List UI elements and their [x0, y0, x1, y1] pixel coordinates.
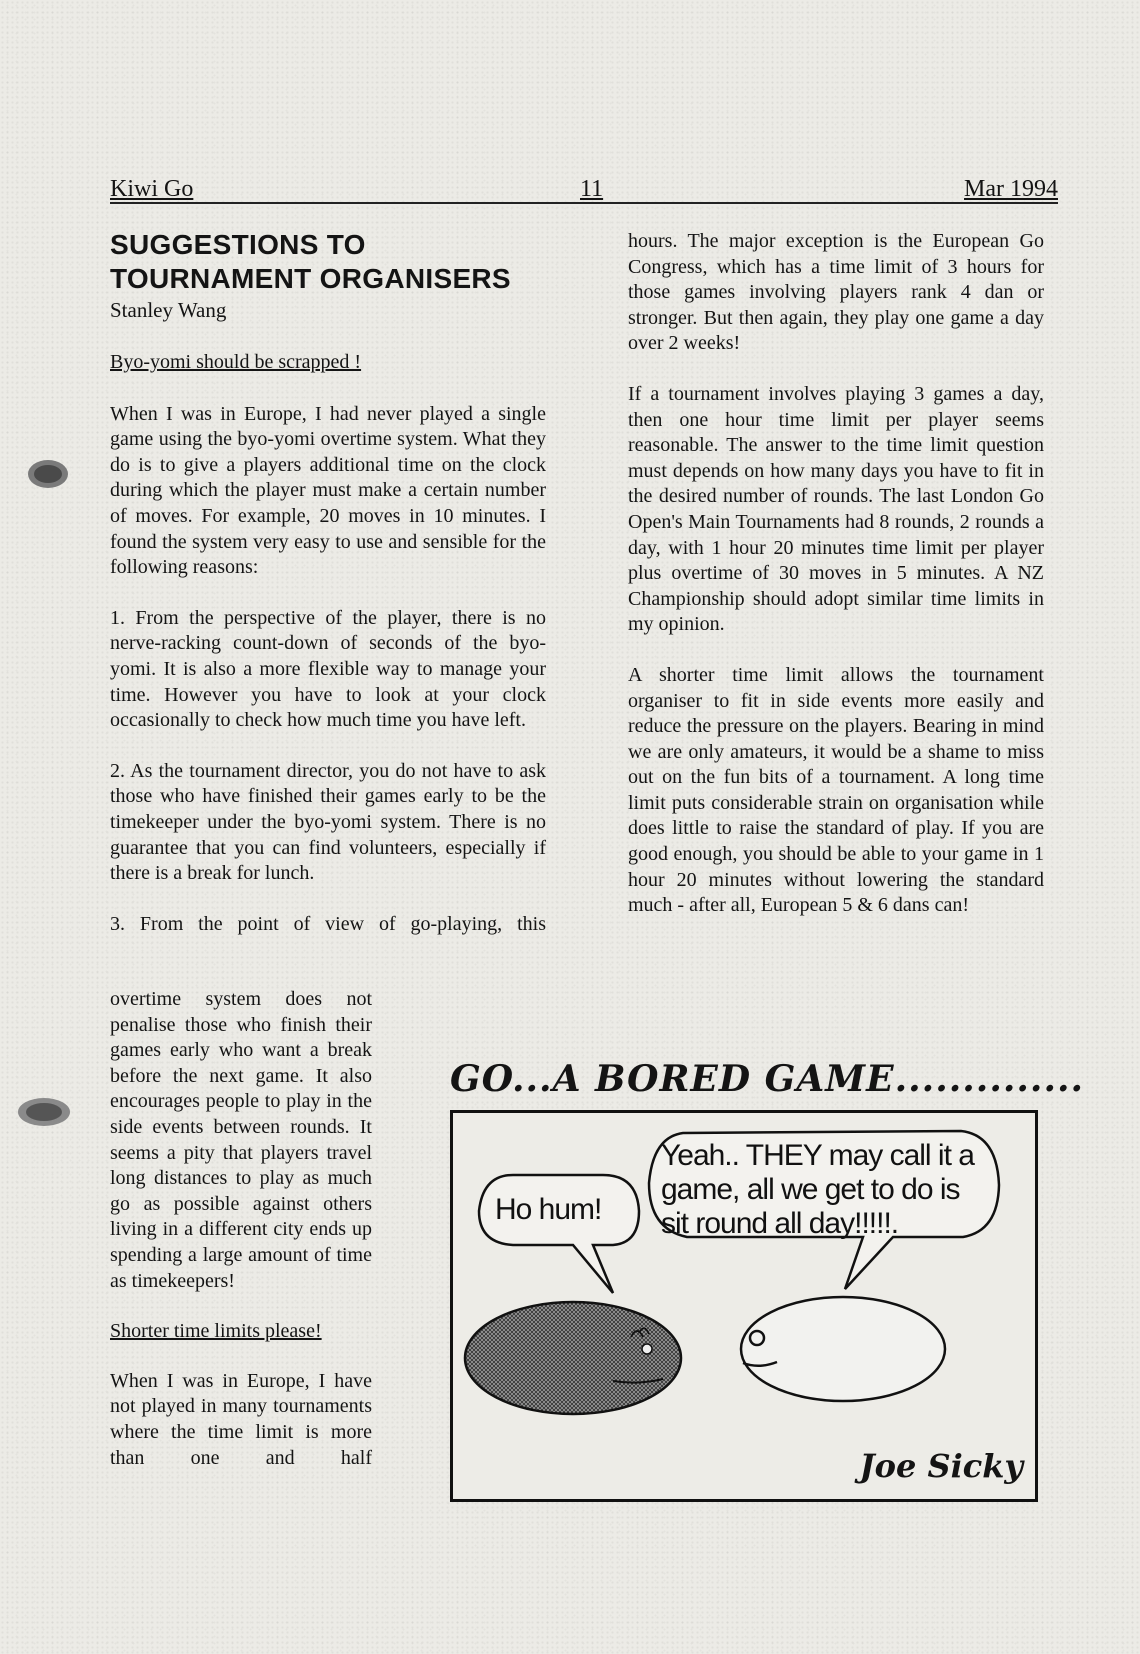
page-header	[110, 176, 1058, 204]
page-number: 11	[580, 176, 604, 202]
paragraph-shorter-limit: A shorter time limit allows the tournament organiser to fit in side events more easily and reduce the pressure on the players. Bearing in mind we are only amateurs, it would be a shame to miss out on the fun bits of a tournament. A long time limit puts considerable strain on organisation while does little to raise the standard of play. If you are good enough, you should be able to your game in 1 hour 20 minutes without lowering the standard much - after all, European 5 & 6 dans can!	[628, 663, 1044, 917]
paragraph-reason-2: 2. As the tournament director, you do not have to ask those who have finished their games early to be the timekeeper under the byo-yomi system. There is no guarantee that you can find volunteers, especially if there is a break for lunch.	[110, 759, 546, 885]
cartoon-panel	[450, 1110, 1038, 1502]
paragraph-reason-1: 1. From the perspective of the player, there is no nerve-racking count-down of seconds of the byo-yomi. It is also a more flexible way to manage your time. However you have to look at your clock occasionally to check how much time you have left.	[110, 606, 546, 732]
black-stone	[465, 1302, 681, 1414]
cartoon-title: GO...A BORED GAME..............	[450, 1058, 1085, 1100]
article-author: Stanley Wang	[110, 298, 227, 322]
article-title-line1: SUGGESTIONS TO	[110, 229, 366, 260]
cartoonist-signature: Joe Sicky	[859, 1447, 1023, 1485]
article-title-line2: TOURNAMENT ORGANISERS	[110, 263, 511, 294]
left-column-lower	[110, 987, 372, 1496]
article-title	[110, 228, 550, 296]
paragraph-three-games: If a tournament involves playing 3 games a day, then one hour time limit per player seems reasonable. The answer to the time limit question must depends on how many days you have to fit in the desired number of rounds. The last London Go Open's Main Tournaments had 8 rounds, 2 rounds a day, with 1 hour 20 minutes time limit per player plus overtime of 30 moves in 5 minutes. A NZ Championship should adopt similar time limits in my opinion.	[628, 382, 1044, 636]
right-bubble-text	[661, 1139, 991, 1241]
paper-blemish-upper	[20, 448, 80, 508]
paragraph-europe-intro: When I was in Europe, I had never played a single game using the byo-yomi overtime system. What they do is to give a players additional time on the clock during which the player must make a certain number of moves. For example, 20 moves in 10 minutes. I found the system very easy to use and sensible for the following reasons:	[110, 402, 546, 579]
paragraph-time-limit-start: When I was in Europe, I have not played in many tournaments where the time limit is more than one and half	[110, 1369, 372, 1469]
right-bubble-line2: game, all we get to do is	[661, 1173, 960, 1206]
right-bubble-line3: sit round all day!!!!!.	[661, 1207, 899, 1240]
section-heading-time-limits: Shorter time limits please!	[110, 1320, 322, 1343]
publication-name: Kiwi Go	[110, 176, 194, 202]
left-column-upper	[110, 350, 546, 962]
paragraph-time-limit-cont: hours. The major exception is the European Go Congress, which has a time limit of 3 hours for those games involving players rank 4 dan or stronger. But then again, they play one game a day over 2 weeks!	[628, 230, 1044, 355]
left-bubble-text: Ho hum!	[495, 1193, 602, 1226]
paragraph-reason-3-start: 3. From the point of view of go-playing, this	[110, 912, 546, 935]
section-heading-byo-yomi: Byo-yomi should be scrapped !	[110, 351, 362, 373]
right-column	[628, 229, 1044, 944]
issue-date: Mar 1994	[964, 176, 1058, 202]
right-bubble-line1: Yeah.. THEY may call it a	[661, 1139, 974, 1172]
paragraph-reason-3-cont: overtime system does not penalise those who finish their games early who want a break before the next game. It also encourages people to play in the side events between rounds. It seems a pity that players travel long distances to play as much go as possible against others living in a different city ends up spending a large amount of time as timekeepers!	[110, 988, 372, 1292]
paper-blemish-lower	[10, 1090, 74, 1136]
white-stone	[741, 1297, 945, 1401]
